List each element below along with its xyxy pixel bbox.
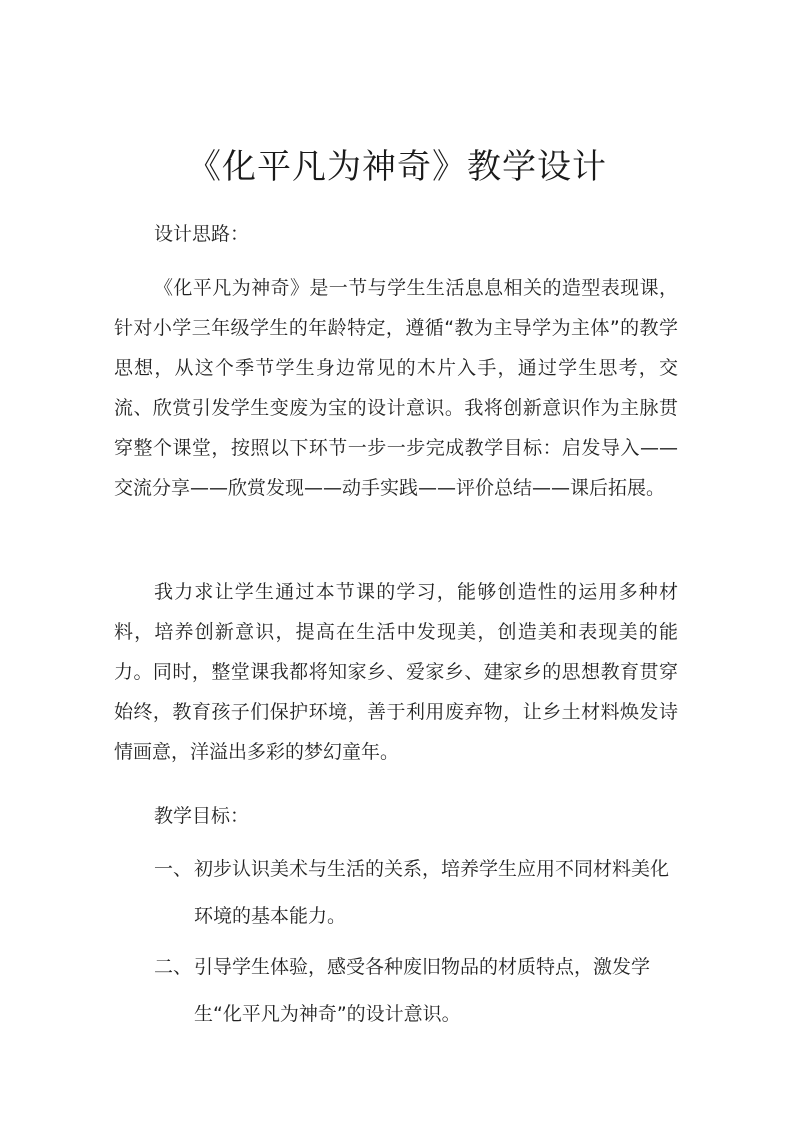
design-idea-paragraph-2: 我力求让学生通过本节课的学习，能够创造性的运用多种材料，培养创新意识，提高在生活中发现美，创造美和表现美的能力。同时，整堂课我都将知家乡、爱家乡、建家乡的思想教育贯穿始终，教育孩子们保护环境，善于利用废弃物，让乡土材料焕发诗情画意，洋溢出多彩的梦幻童年。	[114, 581, 678, 763]
objective-text: 引导学生体验，感受各种废旧物品的材质特点，激发学生“化平凡为神奇”的设计意识。	[194, 956, 651, 1025]
objective-number: 二、	[154, 956, 193, 978]
design-idea-heading: 设计思路：	[154, 223, 250, 245]
objective-text: 初步认识美术与生活的关系，培养学生应用不同材料美化环境的基本能力。	[194, 858, 670, 927]
design-idea-paragraph-1: 《化平凡为神奇》是一节与学生生活息息相关的造型表现课，针对小学三年级学生的年龄特定，遵循“教为主导学为主体”的教学思想，从这个季节学生身边常见的木片入手，通过学生思考，交流、欣赏引发学生变废为宝的设计意识。我将创新意识作为主脉贯穿整个课堂，按照以下环节一步一步完成教学目标：启发导入——交流分享——欣赏发现——动手实践——评价总结——课后拓展。	[114, 277, 678, 499]
objectives-heading: 教学目标：	[154, 805, 250, 827]
objective-item-2	[154, 944, 672, 1038]
objective-number: 一、	[154, 858, 193, 880]
document-title: 《化平凡为神奇》教学设计	[187, 147, 607, 187]
objective-item-1	[154, 846, 672, 940]
